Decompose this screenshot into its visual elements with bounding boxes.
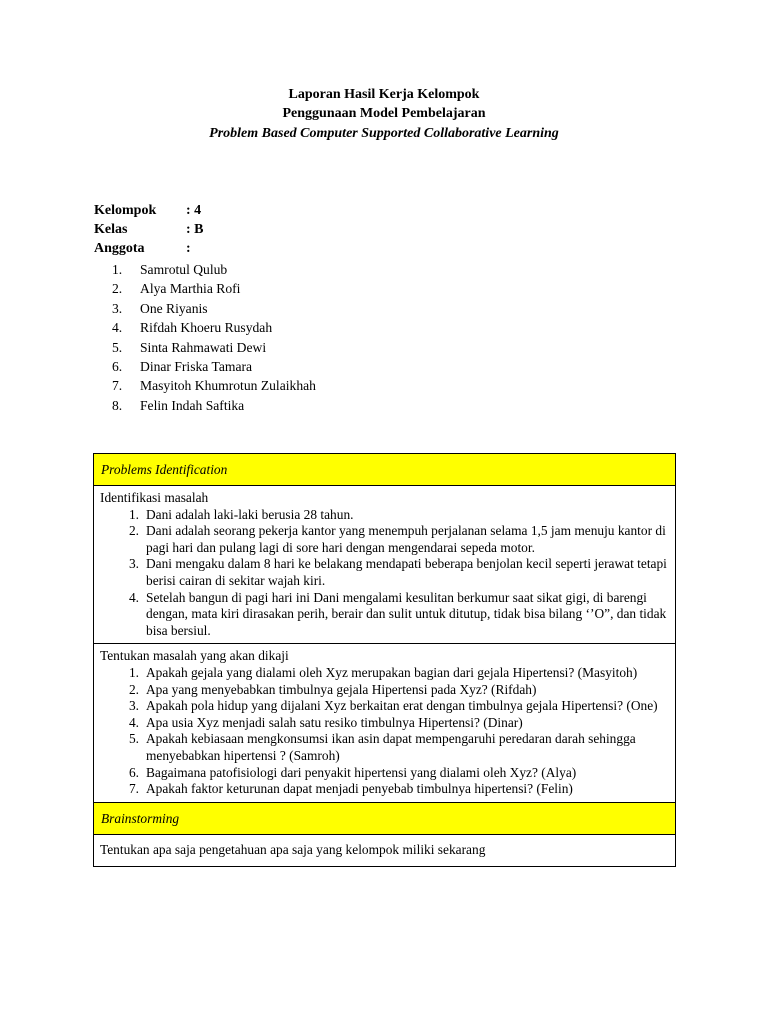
list-number: 8. (112, 397, 123, 413)
kelas-label: Kelas (94, 222, 128, 237)
list-text: Apakah faktor keturunan dapat menjadi penyebab timbulnya hipertensi? (Felin) (146, 781, 573, 797)
member-item (112, 357, 316, 376)
member-item (112, 376, 316, 395)
list-number: 3. (128, 698, 139, 714)
member-item (112, 318, 316, 337)
list-item (100, 665, 669, 682)
report-subtitle: Penggunaan Model Pembelajaran (282, 106, 486, 121)
report-title: Laporan Hasil Kerja Kelompok (288, 87, 480, 102)
identifikasi-cell (94, 486, 675, 644)
list-number: 2. (112, 281, 123, 297)
list-text: Apakah gejala yang dialami oleh Xyz merupakan bagian dari gejala Hipertensi? (Masyitoh) (146, 664, 638, 680)
list-item (100, 731, 669, 764)
list-number: 6. (128, 764, 139, 780)
list-number: 1. (128, 664, 139, 680)
list-item (100, 590, 669, 640)
list-number: 4. (128, 589, 139, 605)
kelas-value: : B (186, 222, 204, 237)
list-item (100, 765, 669, 782)
list-number: 7. (112, 378, 123, 394)
list-item (100, 698, 669, 715)
list-item (100, 682, 669, 699)
list-item (100, 556, 669, 589)
report-model-name: Problem Based Computer Supported Collaborative Learning (209, 126, 559, 141)
masalah-cell (94, 644, 675, 802)
list-text: Apakah kebiasaan mengkonsumsi ikan asin dapat mempengaruhi peredaran darah sehingga menyebabkan hipertensi ? (Samroh) (146, 731, 636, 763)
anggota-row (94, 241, 191, 257)
member-name: Samrotul Qulub (140, 262, 228, 277)
member-item (112, 396, 316, 415)
identifikasi-intro: Identifikasi masalah (100, 490, 209, 505)
list-text: Apa usia Xyz menjadi salah satu resiko timbulnya Hipertensi? (Dinar) (146, 714, 523, 730)
list-number: 1. (128, 506, 139, 522)
anggota-label: Anggota (94, 241, 145, 256)
member-name: One Riyanis (140, 300, 208, 316)
member-item (112, 299, 316, 318)
member-list (112, 260, 316, 415)
list-number: 2. (128, 523, 139, 539)
list-number: 4. (128, 714, 139, 730)
member-name: Rifdah Khoeru Rusydah (140, 320, 273, 336)
brainstorming-header: Brainstorming (94, 803, 675, 835)
list-number: 5. (128, 731, 139, 747)
member-name: Dinar Friska Tamara (140, 358, 253, 374)
list-item (100, 781, 669, 798)
identifikasi-list (100, 507, 669, 640)
list-number: 6. (112, 358, 123, 374)
list-number: 3. (112, 300, 123, 316)
problems-identification-header: Problems Identification (94, 454, 675, 486)
brainstorming-cell (94, 835, 675, 867)
list-number: 2. (128, 681, 139, 697)
list-number: 4. (112, 320, 123, 336)
member-item (112, 338, 316, 357)
list-number: 3. (128, 556, 139, 572)
list-text: Dani adalah seorang pekerja kantor yang menempuh perjalanan selama 1,5 jam menuju kantor di pagi hari dan pulang lagi di sore hari dengan mengendarai sepeda motor. (146, 523, 666, 555)
masalah-intro: Tentukan masalah yang akan dikaji (100, 648, 289, 664)
list-number: 1. (112, 262, 123, 277)
member-name: Alya Marthia Rofi (140, 281, 241, 297)
masalah-list (100, 665, 669, 798)
list-item (100, 715, 669, 732)
list-text: Dani mengaku dalam 8 hari ke belakang mendapati beberapa benjolan kecil seperti jerawat tetapi berisi cairan di sekitar wajah kiri. (146, 556, 667, 588)
member-name: Masyitoh Khumrotun Zulaikhah (140, 378, 316, 394)
report-table (93, 453, 676, 867)
kelompok-value: : 4 (186, 203, 202, 218)
anggota-value: : (186, 241, 191, 256)
list-item (100, 523, 669, 556)
kelompok-label: Kelompok (94, 203, 157, 218)
list-number: 5. (112, 339, 123, 355)
list-text: Dani adalah laki-laki berusia 28 tahun. (146, 506, 354, 522)
list-item (100, 507, 669, 524)
brainstorming-text: Tentukan apa saja pengetahuan apa saja yang kelompok miliki sekarang (100, 841, 486, 857)
kelas-row (94, 222, 204, 238)
kelompok-row (94, 203, 201, 219)
member-name: Sinta Rahmawati Dewi (140, 339, 267, 355)
member-name: Felin Indah Saftika (140, 397, 245, 413)
list-text: Apakah pola hidup yang dijalani Xyz berkaitan erat dengan timbulnya gejala Hipertensi? (One) (146, 698, 658, 714)
member-item (112, 260, 316, 279)
list-number: 7. (128, 781, 139, 797)
list-text: Bagaimana patofisiologi dari penyakit hipertensi yang dialami oleh Xyz? (Alya) (146, 764, 577, 780)
list-text: Setelah bangun di pagi hari ini Dani mengalami kesulitan berkumur saat sikat gigi, di barengi dengan, mata kiri dirasakan perih, berair dan sulit untuk ditutup, tidak bisa bilang ‘’O”, dan tidak bisa bersiul. (146, 589, 667, 638)
list-text: Apa yang menyebabkan timbulnya gejala Hipertensi pada Xyz? (Rifdah) (146, 681, 537, 697)
member-item (112, 279, 316, 298)
